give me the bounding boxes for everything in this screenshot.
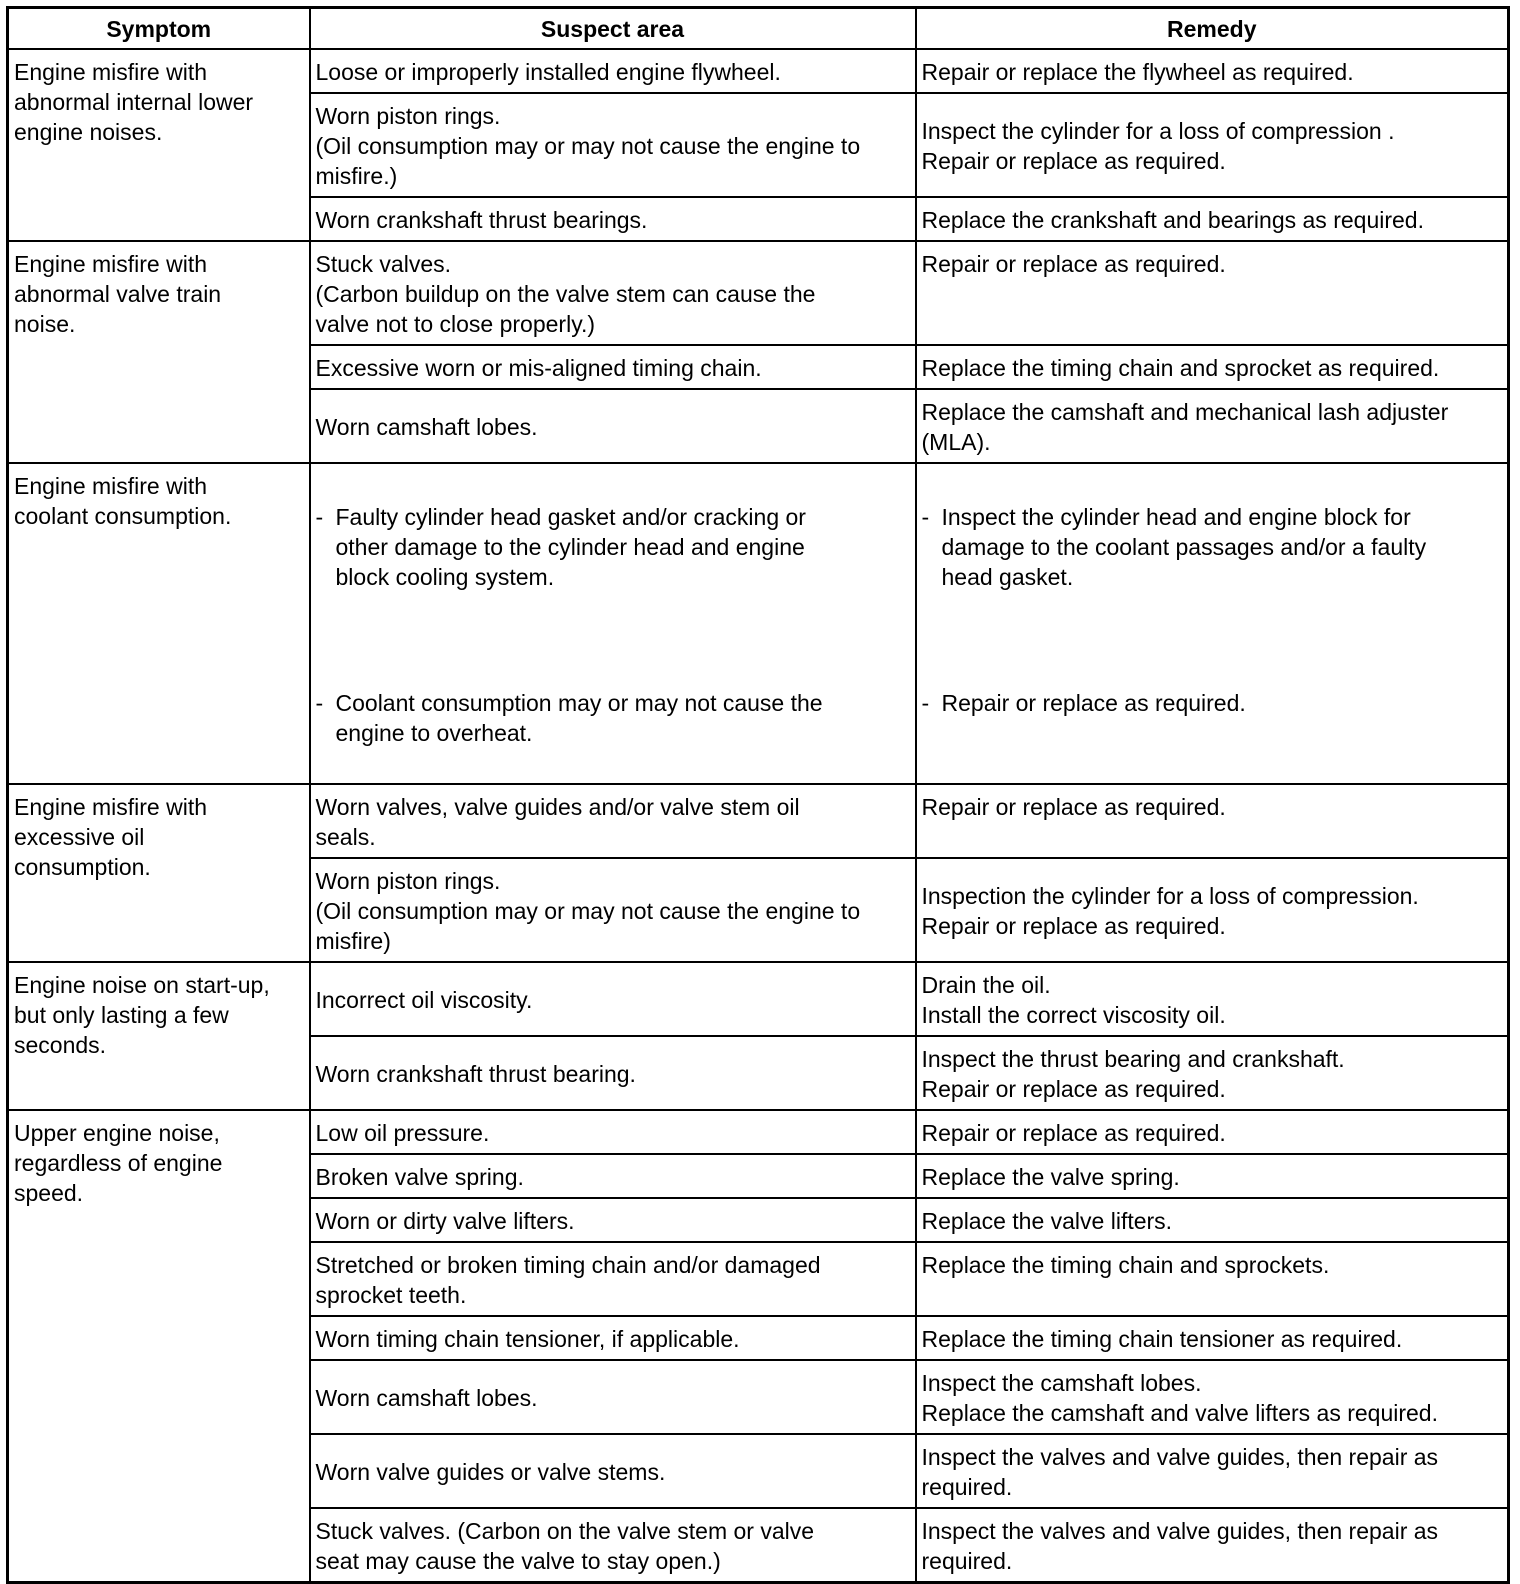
remedy-cell: Repair or replace the flywheel as required. bbox=[916, 49, 1509, 93]
dash-bullet-icon: - bbox=[315, 504, 324, 530]
bullet-item bbox=[922, 502, 1503, 592]
header-suspect-area: Suspect area bbox=[310, 8, 916, 50]
suspect-cell: Loose or improperly installed engine flywheel. bbox=[310, 49, 916, 93]
remedy-cell: Inspect the cylinder for a loss of compression . Repair or replace as required. bbox=[916, 93, 1509, 197]
suspect-cell: Incorrect oil viscosity. bbox=[310, 962, 916, 1036]
suspect-cell: Worn or dirty valve lifters. bbox=[310, 1198, 916, 1242]
remedy-cell: Replace the timing chain tensioner as required. bbox=[916, 1316, 1509, 1360]
table-row bbox=[8, 49, 1509, 93]
dash-bullet-icon: - bbox=[921, 504, 930, 530]
remedy-cell: Repair or replace as required. bbox=[916, 784, 1509, 858]
bullet-item bbox=[316, 688, 910, 748]
header-remedy: Remedy bbox=[916, 8, 1509, 50]
suspect-cell: Worn valves, valve guides and/or valve stem oil seals. bbox=[310, 784, 916, 858]
remedy-cell: Inspect the valves and valve guides, then repair as required. bbox=[916, 1508, 1509, 1583]
suspect-cell: Stuck valves. (Carbon on the valve stem or valve seat may cause the valve to stay open.) bbox=[310, 1508, 916, 1583]
symptom-cell: Engine misfire with coolant consumption. bbox=[8, 463, 310, 784]
suspect-cell: Worn timing chain tensioner, if applicable. bbox=[310, 1316, 916, 1360]
remedy-cell: Drain the oil. Install the correct viscosity oil. bbox=[916, 962, 1509, 1036]
symptom-cell: Engine misfire with abnormal valve train noise. bbox=[8, 241, 310, 463]
symptom-cell: Engine noise on start-up, but only lasting a few seconds. bbox=[8, 962, 310, 1110]
header-row bbox=[8, 8, 1509, 50]
suspect-cell: Broken valve spring. bbox=[310, 1154, 916, 1198]
suspect-cell: Stretched or broken timing chain and/or damaged sprocket teeth. bbox=[310, 1242, 916, 1316]
remedy-cell: Replace the timing chain and sprockets. bbox=[916, 1242, 1509, 1316]
remedy-cell bbox=[916, 463, 1509, 784]
diagnosis-table bbox=[6, 6, 1510, 1584]
table-row bbox=[8, 784, 1509, 858]
remedy-cell: Replace the crankshaft and bearings as required. bbox=[916, 197, 1509, 241]
suspect-cell: Worn crankshaft thrust bearing. bbox=[310, 1036, 916, 1110]
remedy-cell: Inspect the thrust bearing and crankshaft. Repair or replace as required. bbox=[916, 1036, 1509, 1110]
suspect-cell bbox=[310, 463, 916, 784]
suspect-cell: Excessive worn or mis-aligned timing chain. bbox=[310, 345, 916, 389]
bullet-text: Repair or replace as required. bbox=[941, 690, 1246, 716]
remedy-cell: Replace the camshaft and mechanical lash adjuster (MLA). bbox=[916, 389, 1509, 463]
remedy-cell: Repair or replace as required. bbox=[916, 241, 1509, 345]
bullet-text: Inspect the cylinder head and engine block for damage to the coolant passages and/or a faulty head gasket. bbox=[941, 504, 1427, 590]
suspect-cell: Worn valve guides or valve stems. bbox=[310, 1434, 916, 1508]
header-symptom: Symptom bbox=[8, 8, 310, 50]
table-row bbox=[8, 962, 1509, 1036]
remedy-cell: Replace the valve spring. bbox=[916, 1154, 1509, 1198]
remedy-cell: Inspect the valves and valve guides, then repair as required. bbox=[916, 1434, 1509, 1508]
symptom-cell: Engine misfire with abnormal internal lower engine noises. bbox=[8, 49, 310, 241]
suspect-cell: Worn piston rings. (Oil consumption may or may not cause the engine to misfire) bbox=[310, 858, 916, 962]
suspect-cell: Worn camshaft lobes. bbox=[310, 389, 916, 463]
symptom-cell: Upper engine noise, regardless of engine speed. bbox=[8, 1110, 310, 1583]
remedy-cell: Repair or replace as required. bbox=[916, 1110, 1509, 1154]
remedy-cell: Replace the timing chain and sprocket as required. bbox=[916, 345, 1509, 389]
suspect-cell: Low oil pressure. bbox=[310, 1110, 916, 1154]
dash-bullet-icon: - bbox=[921, 690, 930, 716]
suspect-cell: Worn crankshaft thrust bearings. bbox=[310, 197, 916, 241]
bullet-text: Coolant consumption may or may not cause the engine to overheat. bbox=[335, 690, 823, 746]
remedy-cell: Inspect the camshaft lobes. Replace the camshaft and valve lifters as required. bbox=[916, 1360, 1509, 1434]
remedy-cell: Replace the valve lifters. bbox=[916, 1198, 1509, 1242]
bullet-text: Faulty cylinder head gasket and/or cracking or other damage to the cylinder head and engine block cooling system. bbox=[335, 504, 806, 590]
table-row bbox=[8, 463, 1509, 784]
table-row bbox=[8, 1110, 1509, 1154]
suspect-cell: Worn piston rings. (Oil consumption may or may not cause the engine to misfire.) bbox=[310, 93, 916, 197]
suspect-cell: Stuck valves. (Carbon buildup on the valve stem can cause the valve not to close properly.) bbox=[310, 241, 916, 345]
symptom-cell: Engine misfire with excessive oil consumption. bbox=[8, 784, 310, 962]
dash-bullet-icon: - bbox=[315, 690, 324, 716]
suspect-cell: Worn camshaft lobes. bbox=[310, 1360, 916, 1434]
table-row bbox=[8, 241, 1509, 345]
remedy-cell: Inspection the cylinder for a loss of compression. Repair or replace as required. bbox=[916, 858, 1509, 962]
bullet-item bbox=[316, 502, 910, 592]
bullet-item bbox=[922, 688, 1503, 718]
